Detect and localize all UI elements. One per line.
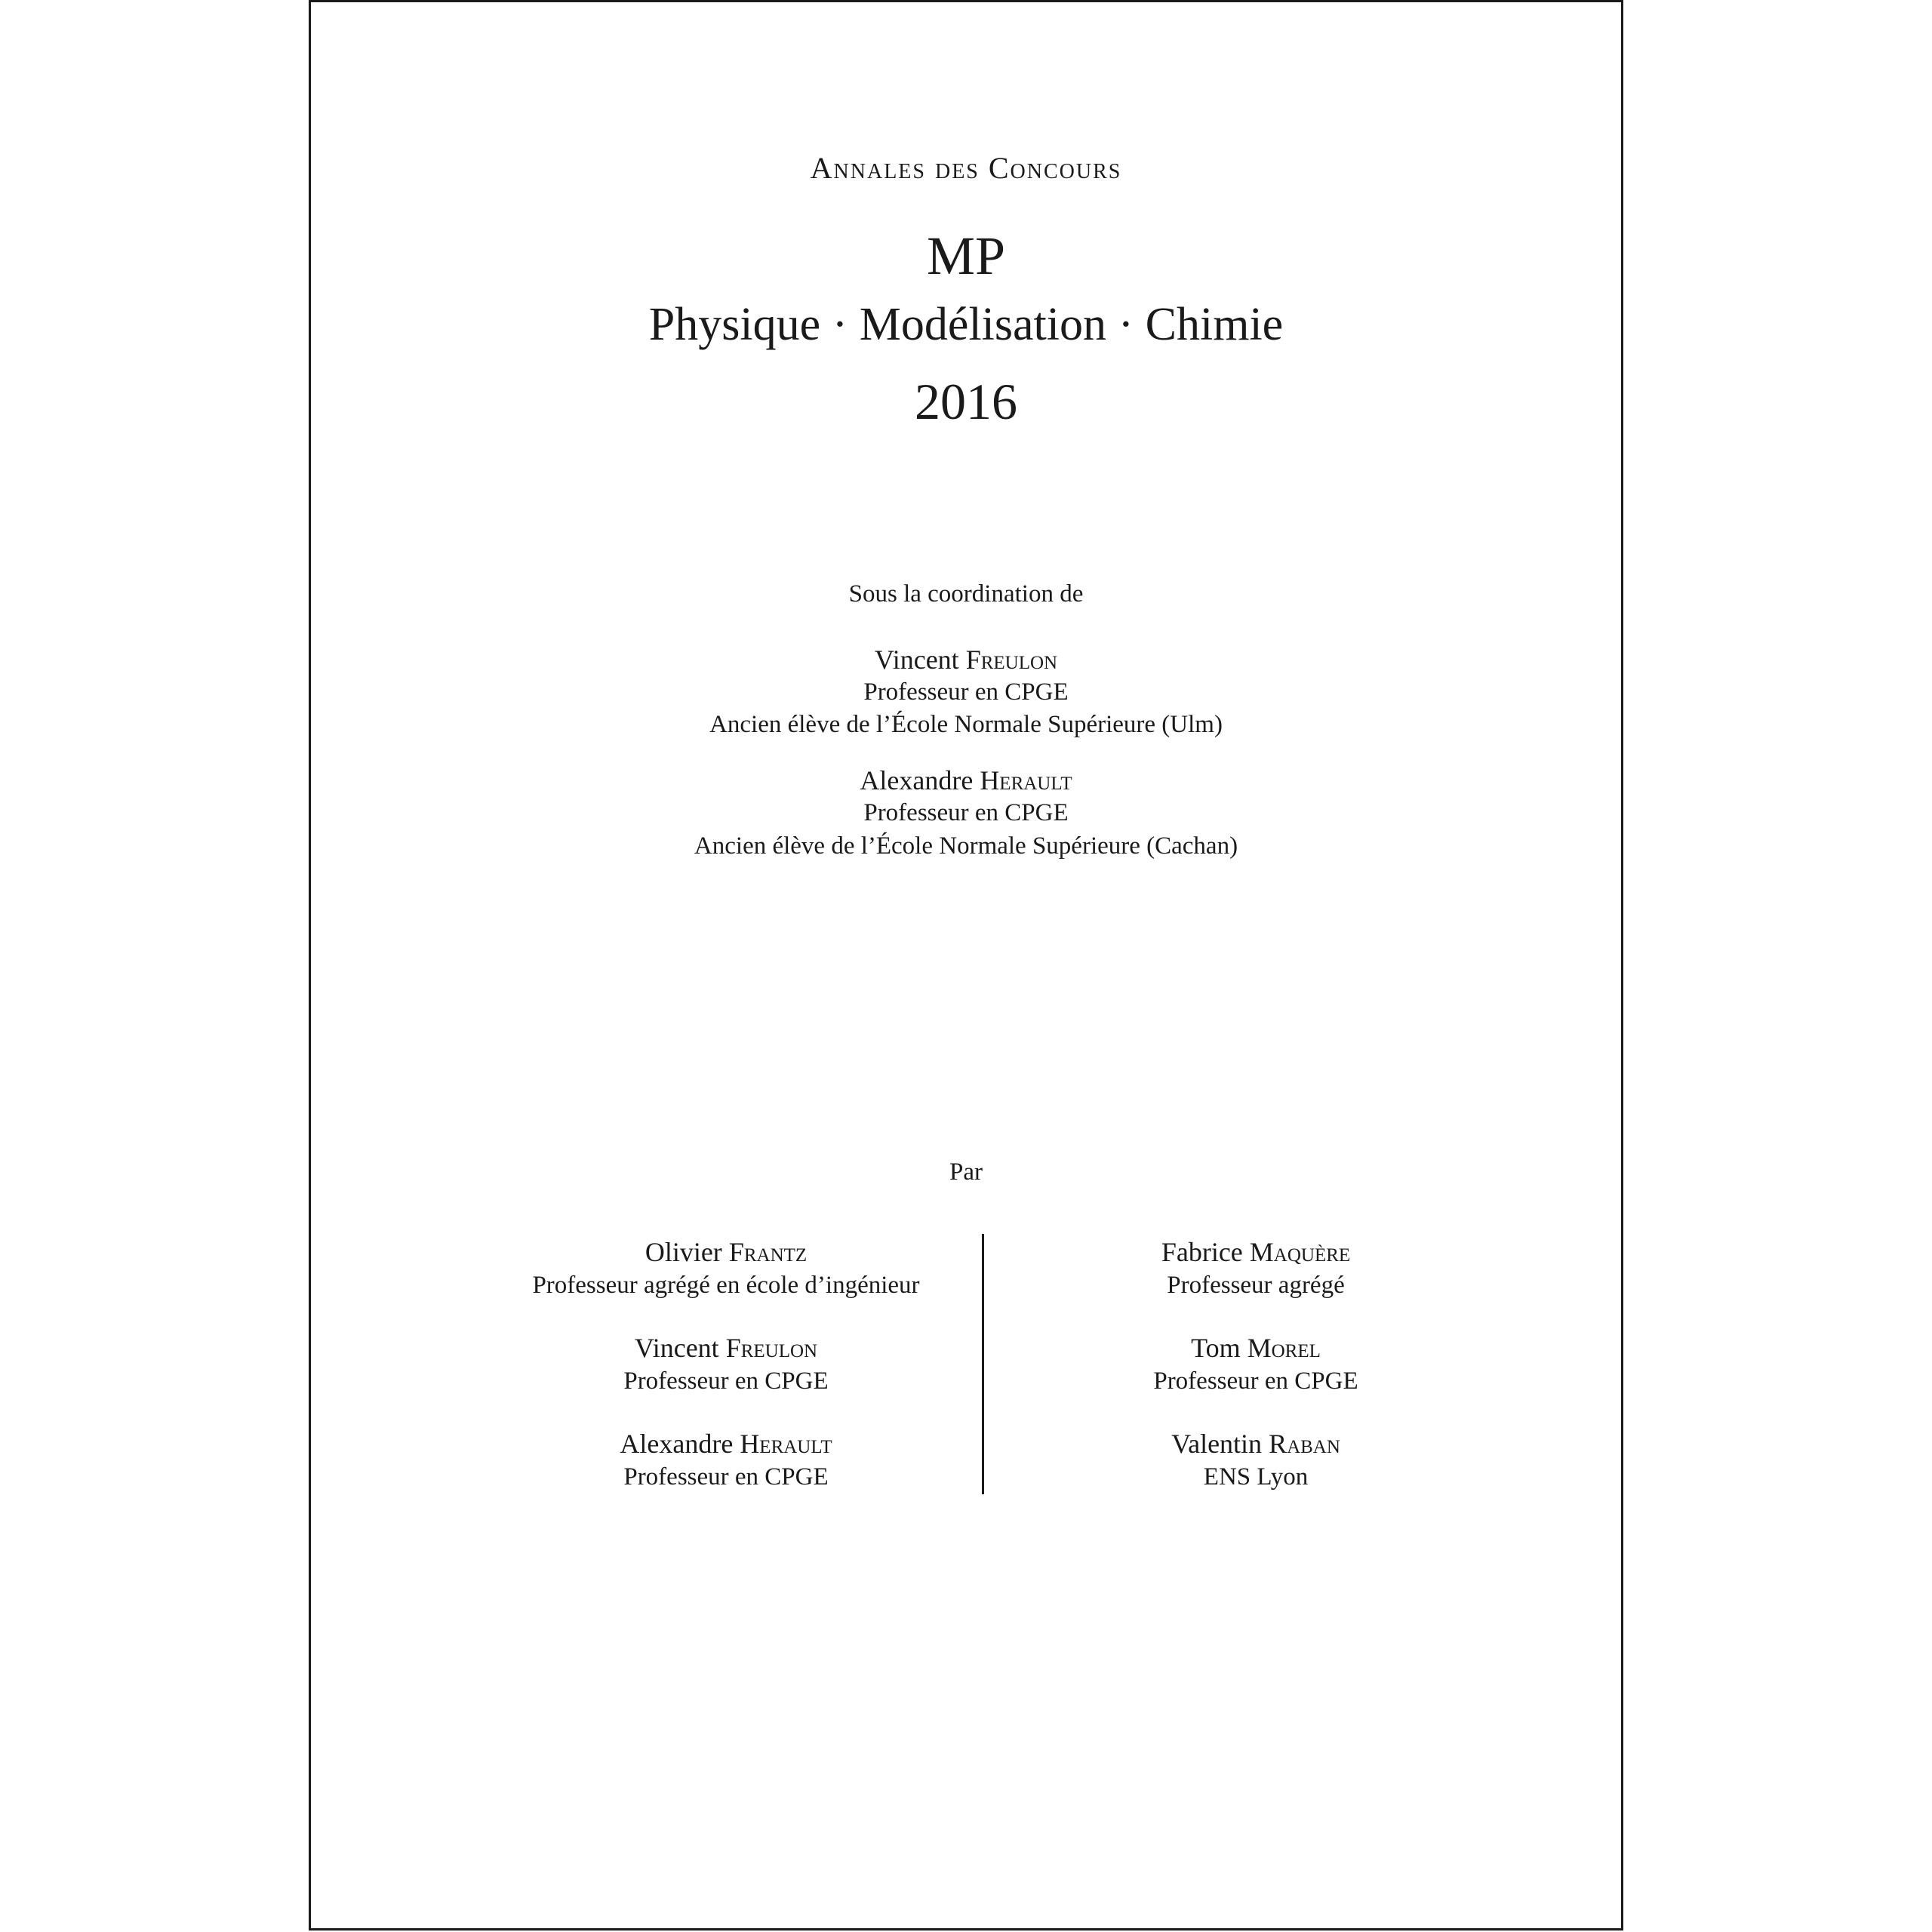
coordination-intro: Sous la coordination de [848,580,1084,608]
coordinator-first-name: Vincent [874,645,959,675]
year-title: 2016 [915,373,1017,430]
series-title: Annales des Concours [810,151,1122,185]
author-name: Vincent Freulon [634,1333,818,1363]
coordinator-last-name: Freulon [965,645,1058,675]
subjects-title: Physique · Modélisation · Chimie [648,299,1284,350]
coordinator-last-name: Herault [980,765,1072,795]
author-name: Tom Morel [1191,1333,1321,1363]
author-entry [961,1331,1550,1398]
author-entry [432,1331,1020,1398]
author-entry [432,1235,1020,1302]
coordinator-first-name: Alexandre [860,765,974,795]
coordinator-background: Ancien élève de l’École Normale Supérieure (Cachan) [694,832,1238,860]
author-entry [961,1235,1550,1302]
author-role: Professeur agrégé [1167,1272,1345,1299]
title-page [309,0,1623,1930]
author-role: Professeur en CPGE [623,1463,829,1491]
author-role: Professeur en CPGE [1153,1367,1358,1395]
author-role: Professeur en CPGE [623,1367,829,1395]
coordinator-name [311,644,1621,675]
author-role: ENS Lyon [1203,1463,1309,1491]
coordinator-background: Ancien élève de l’École Normale Supérieure (Ulm) [709,711,1223,738]
author-name: Valentin Raban [1171,1429,1340,1459]
authors-intro: Par [949,1158,983,1186]
program-title: MP [926,226,1006,286]
author-name: Alexandre Herault [620,1429,832,1459]
author-entry [432,1427,1020,1494]
author-role: Professeur agrégé en école d’ingénieur [532,1272,920,1299]
coordinator-name [311,764,1621,796]
coordinator-role: Professeur en CPGE [863,799,1069,826]
author-entry [961,1427,1550,1494]
author-name: Olivier Frantz [645,1237,808,1267]
coordinator-role: Professeur en CPGE [863,678,1069,706]
author-name: Fabrice Maquère [1161,1237,1351,1267]
